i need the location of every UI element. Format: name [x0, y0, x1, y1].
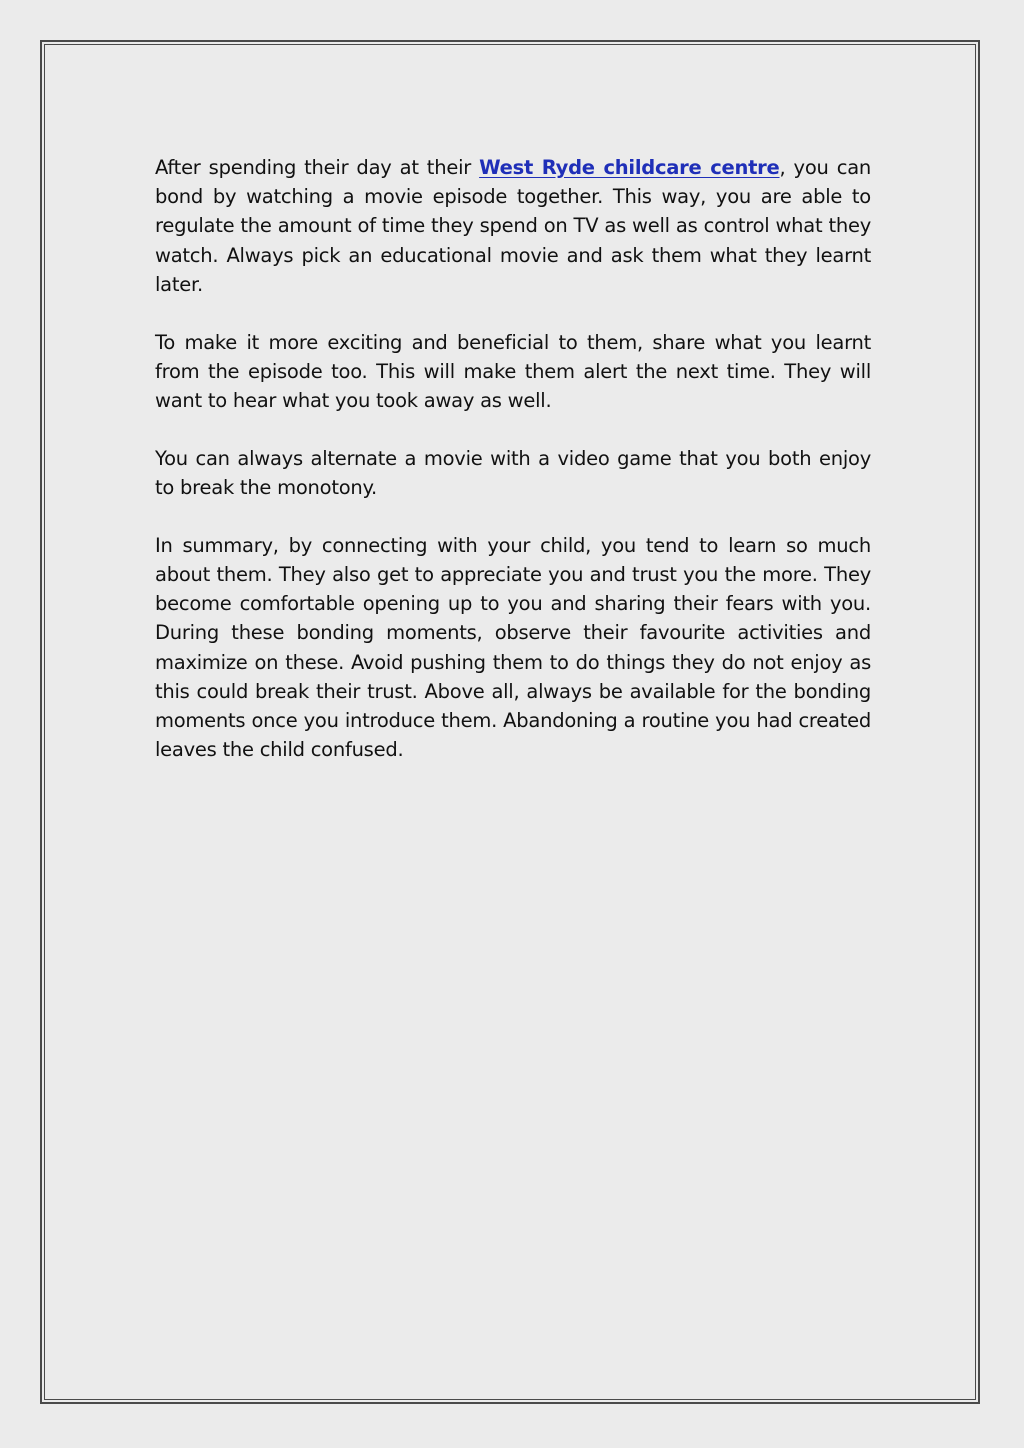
paragraph-1-lead-text: After spending their day at their — [155, 156, 480, 179]
paragraph-3: You can always alternate a movie with a video game that you both enjoy to break the monotony. — [155, 446, 871, 500]
west-ryde-childcare-link[interactable]: West Ryde childcare centre — [479, 156, 780, 179]
paragraph-1 — [155, 153, 871, 299]
paragraph-4: In summary, by connecting with your child, you tend to learn so much about them. They also get to appreciate you and trust you the more. They become comfortable opening up to you and sharing their fears with you. During these bonding moments, observe their favourite activities and maximize on these. Avoid pushing them to do things they do not enjoy as this could break their trust. Above all, always be available for the bonding moments once you introduce them. Abandoning a routine you had created leaves the child confused. — [155, 533, 871, 762]
paragraph-1-rest-text: , you can bond by watching a movie episode together. This way, you are able to regulate the amount of time they spend on TV as well as control what they watch. Always pick an educational movie and ask them what they learnt later. — [155, 156, 872, 296]
article-body — [155, 153, 871, 793]
paragraph-2: To make it more exciting and beneficial to them, share what you learnt from the episode too. This will make them alert the next time. They will want to hear what you took away as well. — [155, 330, 871, 413]
